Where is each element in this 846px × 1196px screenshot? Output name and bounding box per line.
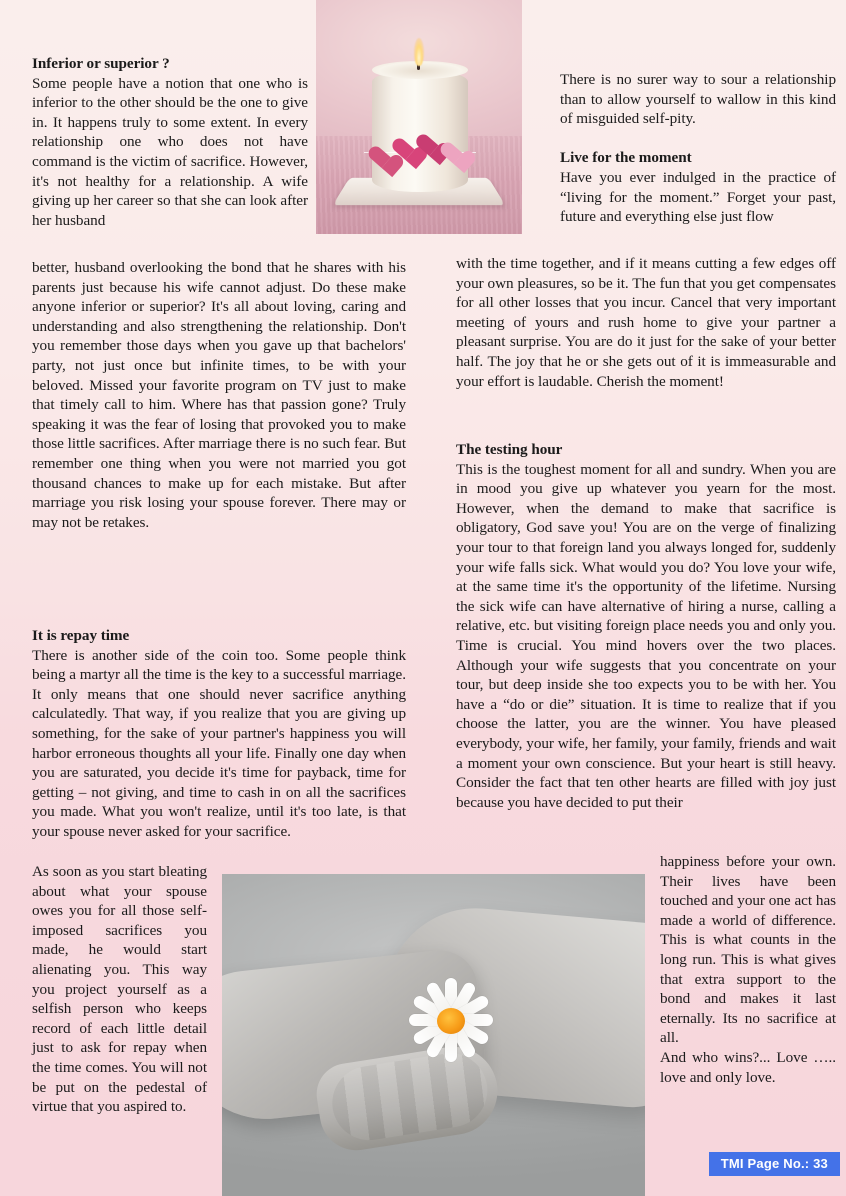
right-column-wide bbox=[456, 254, 836, 391]
paragraph-inferior-or-superior-intro: Some people have a notion that one who is inferior to the other should be the one to give in. It happens truly to some extent. In every relationship one who does not have command is the victim of sacrifice. However, it's not healthy for a relationship. A wife giving up her career so that she can look after her husband bbox=[32, 74, 308, 229]
section-heading-it-is-repay-time: It is repay time bbox=[32, 627, 130, 644]
paragraph-self-pity: There is no surer way to sour a relationship than to allow yourself to wallow in this kind of misguided self-pity. bbox=[560, 71, 836, 128]
section-heading-live-for-the-moment: Live for the moment bbox=[560, 149, 692, 167]
section-heading-the-testing-hour: The testing hour bbox=[456, 441, 563, 458]
paragraph-repay-time-body: There is another side of the coin too. Some people think being a martyr all the time is the key to a successful marriage. It only means that one should never sacrifice anything calculatedly. That way, if you realize that you are giving up something, for the sake of your partner's happiness you will harbor erroneous thoughts all your life. Finally one day when you are saturated, you decide it's time for payback, time for getting – not giving, and time to cash in on all the sacrifices you made. What you won't realize, until it's too late, is that your spouse never asked for your sacrifice. bbox=[32, 646, 406, 840]
daisy-center bbox=[437, 1008, 465, 1034]
paragraph-live-for-the-moment-intro: Have you ever indulged in the practice of “living for the moment.” Forget your past, future and everything else just flow bbox=[560, 168, 836, 226]
paragraph-live-for-the-moment-body: with the time together, and if it means cutting a few edges off your own pleasures, so be it. The fun that you get compensates for all other losses that you incur. Cancel that very important meeting of yours and rush home to give your partner a pleasant surprise. You are do it just for the sake of your better half. The joy that he or she gets out of it is immeasurable and your effort is laudable. Cherish the moment! bbox=[456, 255, 836, 390]
daisy-flower bbox=[402, 974, 500, 1066]
left-column-wide bbox=[32, 258, 406, 532]
paragraph-inferior-or-superior-body: better, husband overlooking the bond that he shares with his parents just because his wife cannot adjust. Do these make anyone inferior or superior? It's all about loving, caring and understanding and also strengthening the relationship. Don't you remember those days when you gave up that bachelors' party, not just once but infinite times, to be with your beloved. Missed your favorite program on TV just to make that timely call to him. Where has that passion gone? Truly speaking it was the fear of losing that provoked you to make those little sacrifices. After marriage there is no such fear. But remember one thing when you were not married you got thousand chances to make up for each mistake. But after marriage you risk losing your spouse forever. There may or may not be retakes. bbox=[32, 259, 406, 531]
section-heading-inferior-or-superior: Inferior or superior ? bbox=[32, 55, 170, 72]
candle-photo bbox=[316, 0, 522, 234]
paragraph-testing-hour-body: This is the toughest moment for all and sundry. When you are in mood you give up whatever you yearn for the most. However, when the demand to make that sacrifice is obligatory, God save you! You are on the verge of finalizing your tour to that foreign land you always longed for, suddenly your wife falls sick. What would you do? You love your wife, at the same time it's the opportunity of the lifetime. Nursing the sick wife can have alternative of hiring a nurse, calling a relative, etc. but visiting foreign place needs you and only you. Time is crucial. You mind hovers over the two places. Although your wife suggests that you concentrate on your tour, but deep inside she too expects you to be with her. You have a “do or die” situation. It is time to realize that if you choose the latter, you are the winner. You have pleased everybody, your wife, her family, your family, friends and wait a moment your own conscience. But your heart is still heavy. Consider the fact that ten other hearts are filled with joy just because you have decided to put their bbox=[456, 460, 836, 811]
left-column-upper bbox=[32, 54, 308, 230]
right-column-testing-hour bbox=[456, 440, 836, 812]
page-number-badge: TMI Page No.: 33 bbox=[709, 1152, 840, 1176]
right-column-narrow bbox=[660, 852, 836, 1087]
paragraph-testing-hour-continued: happiness before your own. Their lives have been touched and your one act has made a world of difference. This is what counts in the long run. This is what gives that extra support to the bond and makes it last eternally. Its no sacrifice at all. bbox=[660, 853, 836, 1047]
paragraph-spacer bbox=[560, 129, 836, 149]
candle-flame bbox=[414, 38, 424, 66]
candle-hearts-band bbox=[364, 128, 476, 182]
heart-icon bbox=[439, 139, 467, 171]
left-column-narrow bbox=[32, 862, 207, 1117]
paragraph-closing-line: And who wins?... Love ….. love and only love. bbox=[660, 1048, 836, 1086]
paragraph-repay-time-continued: As soon as you start bleating about what your spouse owes you for all those self-imposed sacrifices you made, he would start alienating you. This way you project yourself as a selfish person who keeps record of each little detail just to ask for repay when the time comes. You will not be put on the pedestal of virtue that you aspired to. bbox=[32, 863, 207, 1116]
left-column-repay-time bbox=[32, 626, 406, 842]
hands-photo bbox=[222, 874, 645, 1196]
right-column-upper bbox=[560, 70, 836, 227]
